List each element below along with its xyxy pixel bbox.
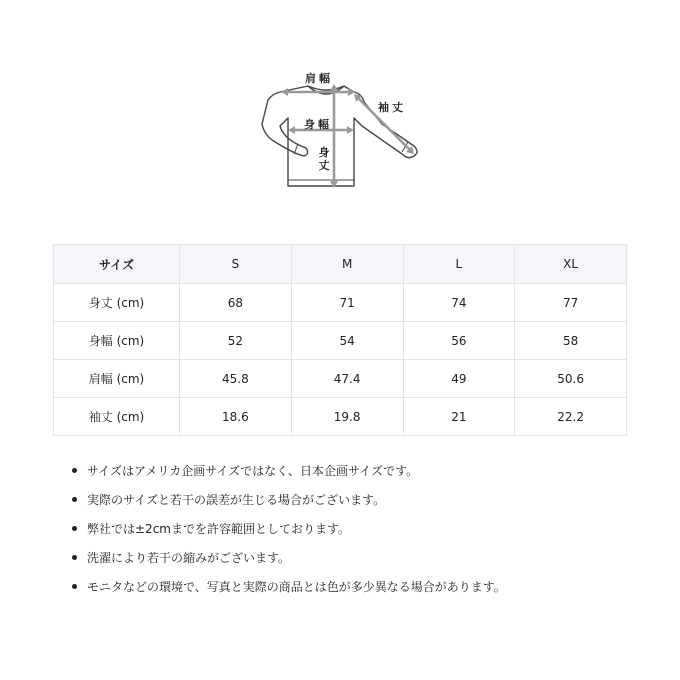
table-cell: 49 (403, 360, 515, 398)
list-item (72, 576, 506, 605)
table-cell: 54 (291, 322, 403, 360)
table-row (54, 360, 627, 398)
table-cell: 21 (403, 398, 515, 436)
row-label-body-length: 身丈 (cm) (54, 284, 180, 322)
table-cell: 56 (403, 322, 515, 360)
bullet-icon (72, 468, 77, 473)
bullet-icon (72, 526, 77, 531)
table-cell: 71 (291, 284, 403, 322)
table-cell: 19.8 (291, 398, 403, 436)
note-text: サイズはアメリカ企画サイズではなく、日本企画サイズです。 (87, 464, 419, 478)
size-header-m: M (291, 245, 403, 284)
table-cell: 68 (180, 284, 292, 322)
table-cell: 58 (515, 322, 627, 360)
row-label-shoulder-width: 肩幅 (cm) (54, 360, 180, 398)
size-table (53, 244, 627, 436)
note-text: 実際のサイズと若干の誤差が生じる場合がございます。 (87, 493, 386, 507)
table-row (54, 398, 627, 436)
bullet-icon (72, 584, 77, 589)
long-sleeve-shirt-illustration (250, 66, 435, 196)
shoulder-width-label: 肩幅 (305, 72, 333, 85)
size-column-header: サイズ (54, 245, 180, 284)
left-cuff-line (294, 144, 298, 154)
table-cell: 52 (180, 322, 292, 360)
row-label-sleeve-length: 袖丈 (cm) (54, 398, 180, 436)
table-cell: 18.6 (180, 398, 292, 436)
row-label-body-width: 身幅 (cm) (54, 322, 180, 360)
note-text: モニタなどの環境で、写真と実際の商品とは色が多少異なる場合があります。 (87, 580, 506, 594)
table-row (54, 322, 627, 360)
table-row (54, 284, 627, 322)
size-header-s: S (180, 245, 292, 284)
bullet-icon (72, 555, 77, 560)
body-length-arrow (330, 84, 338, 188)
table-cell: 50.6 (515, 360, 627, 398)
list-item (72, 489, 506, 518)
table-cell: 77 (515, 284, 627, 322)
table-cell: 74 (403, 284, 515, 322)
size-header-xl: XL (515, 245, 627, 284)
sleeve-length-label: 袖丈 (378, 101, 406, 114)
size-header-l: L (403, 245, 515, 284)
bullet-icon (72, 497, 77, 502)
list-item (72, 547, 506, 576)
list-item (72, 460, 506, 489)
list-item (72, 518, 506, 547)
body-length-label: 身丈 (318, 146, 330, 172)
note-text: 弊社では±2cmまでを許容範囲としております。 (87, 522, 351, 536)
note-text: 洗濯により若干の縮みがございます。 (87, 551, 291, 565)
body-width-label: 身幅 (304, 118, 332, 131)
table-cell: 45.8 (180, 360, 292, 398)
table-cell: 47.4 (291, 360, 403, 398)
size-notes-list (72, 460, 506, 605)
garment-measurement-diagram (250, 66, 435, 196)
table-cell: 22.2 (515, 398, 627, 436)
size-table-header-row (54, 245, 627, 284)
